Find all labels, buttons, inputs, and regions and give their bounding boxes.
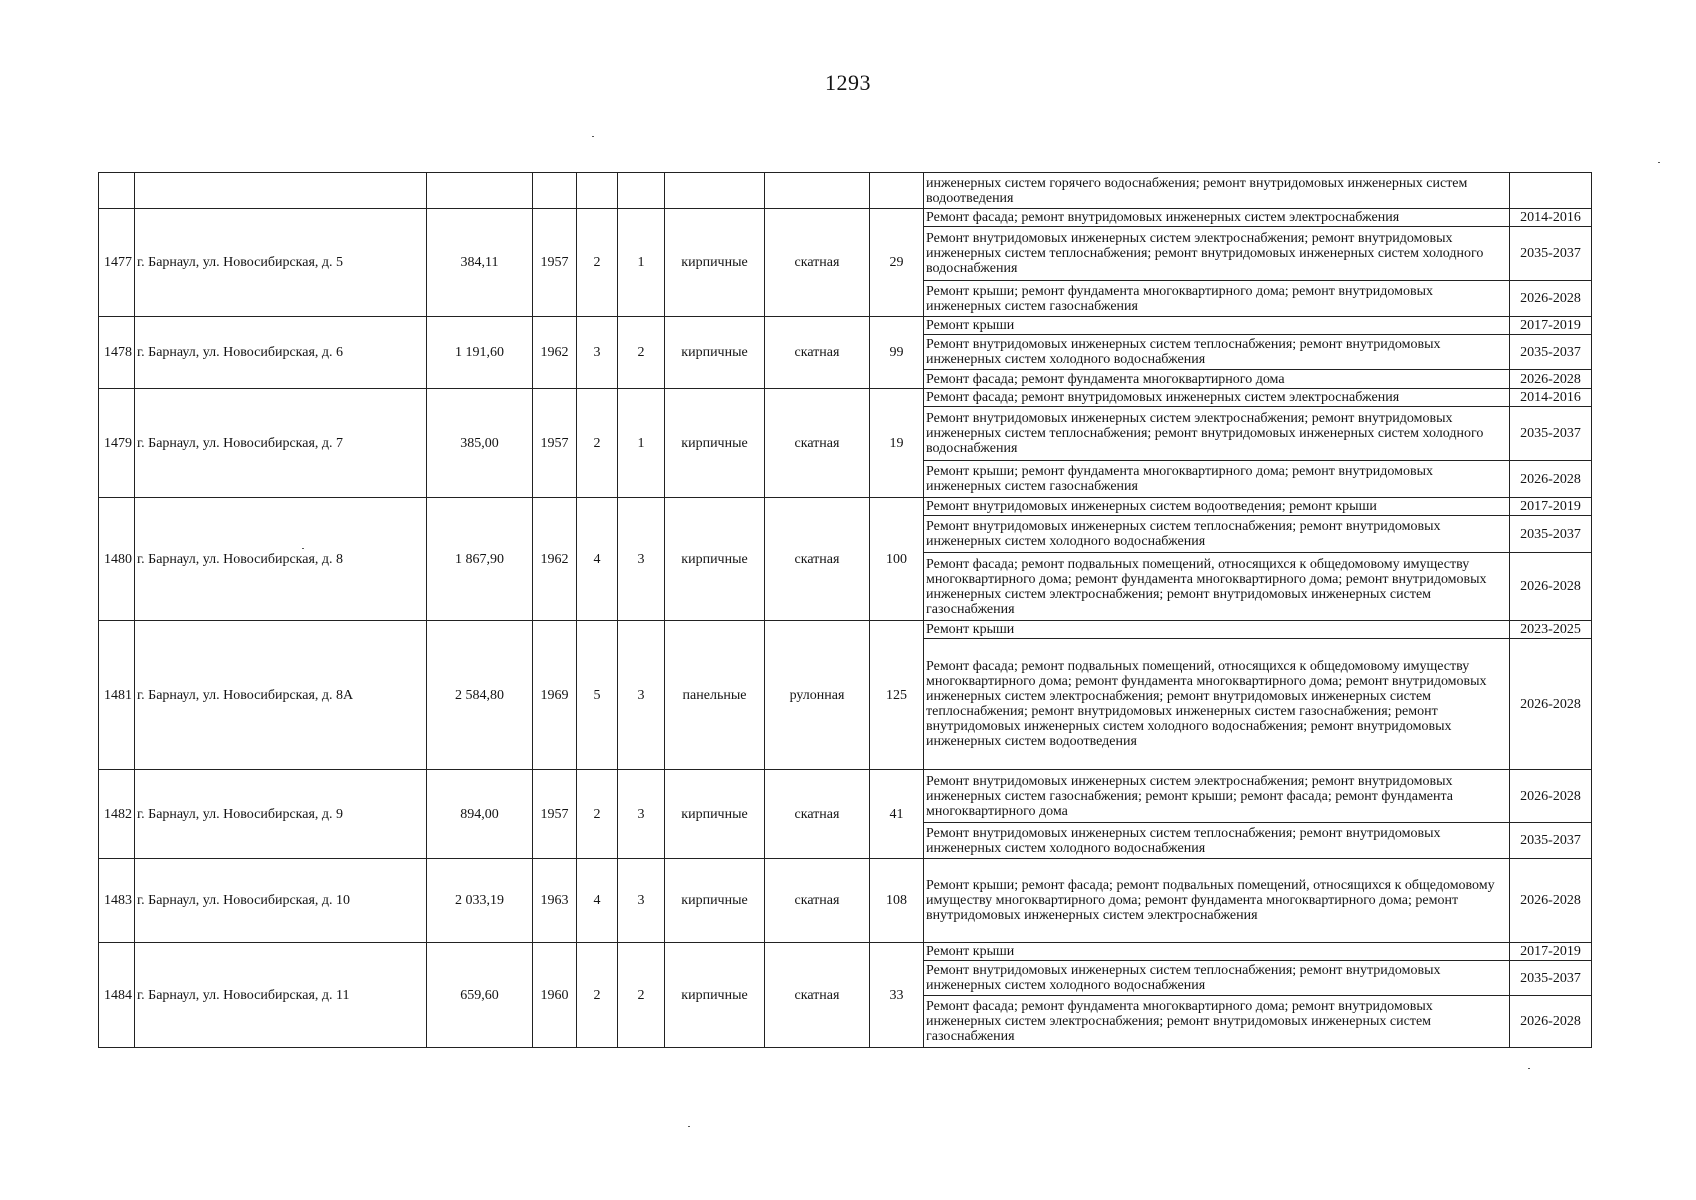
work-period: 2035-2037 xyxy=(1510,335,1592,370)
build-year: 1957 xyxy=(533,389,577,498)
wall-material: кирпичные xyxy=(665,317,765,389)
table-row xyxy=(99,621,1592,639)
build-year: 1969 xyxy=(533,621,577,770)
work-description: Ремонт внутридомовых инженерных систем водоотведения; ремонт крыши xyxy=(924,498,1510,516)
house-area: 384,11 xyxy=(427,209,533,317)
build-year: 1963 xyxy=(533,859,577,943)
floor-count: 4 xyxy=(577,859,618,943)
work-description: Ремонт внутридомовых инженерных систем теплоснабжения; ремонт внутридомовых инженерных систем холодного водоснабжения xyxy=(924,823,1510,859)
page-number: 1293 xyxy=(825,70,871,95)
empty-cell xyxy=(765,173,870,209)
scan-speck xyxy=(592,136,594,137)
wall-material: кирпичные xyxy=(665,209,765,317)
house-area: 1 191,60 xyxy=(427,317,533,389)
roof-type: скатная xyxy=(765,209,870,317)
house-address: г. Барнаул, ул. Новосибирская, д. 8 xyxy=(135,498,427,621)
work-period: 2023-2025 xyxy=(1510,621,1592,639)
row-number: 1479 xyxy=(99,389,135,498)
work-period xyxy=(1510,173,1592,209)
table-row xyxy=(99,770,1592,823)
work-description: Ремонт фасада; ремонт подвальных помещений, относящихся к общедомовому имуществу многоквартирного дома; ремонт фундамента многоквартирного дома; ремонт внутридомовых инженерных систем электроснабжения; ремонт внутридомовых инженерных систем газоснабжения xyxy=(924,553,1510,621)
house-area: 2 584,80 xyxy=(427,621,533,770)
table-row-carryover xyxy=(99,173,1592,209)
build-year: 1962 xyxy=(533,317,577,389)
apartment-count: 41 xyxy=(870,770,924,859)
empty-cell xyxy=(665,173,765,209)
work-description: инженерных систем горячего водоснабжения; ремонт внутридомовых инженерных систем водоотведения xyxy=(924,173,1510,209)
house-area: 894,00 xyxy=(427,770,533,859)
work-description: Ремонт внутридомовых инженерных систем электроснабжения; ремонт внутридомовых инженерных систем теплоснабжения; ремонт внутридомовых инженерных систем холодного водоснабжения xyxy=(924,407,1510,461)
row-number: 1483 xyxy=(99,859,135,943)
work-period: 2026-2028 xyxy=(1510,639,1592,770)
floor-count: 2 xyxy=(577,209,618,317)
floor-count: 4 xyxy=(577,498,618,621)
work-period: 2014-2016 xyxy=(1510,209,1592,227)
apartment-count: 125 xyxy=(870,621,924,770)
row-number: 1478 xyxy=(99,317,135,389)
wall-material: кирпичные xyxy=(665,859,765,943)
work-period: 2026-2028 xyxy=(1510,281,1592,317)
table-row xyxy=(99,317,1592,335)
empty-cell xyxy=(577,173,618,209)
row-number: 1484 xyxy=(99,943,135,1048)
work-period: 2026-2028 xyxy=(1510,370,1592,389)
apartment-count: 33 xyxy=(870,943,924,1048)
work-description: Ремонт крыши xyxy=(924,317,1510,335)
apartment-count: 29 xyxy=(870,209,924,317)
work-period: 2014-2016 xyxy=(1510,389,1592,407)
build-year: 1957 xyxy=(533,209,577,317)
work-description: Ремонт крыши xyxy=(924,943,1510,961)
work-period: 2017-2019 xyxy=(1510,317,1592,335)
work-description: Ремонт крыши; ремонт фундамента многоквартирного дома; ремонт внутридомовых инженерных систем газоснабжения xyxy=(924,281,1510,317)
work-description: Ремонт внутридомовых инженерных систем электроснабжения; ремонт внутридомовых инженерных систем газоснабжения; ремонт крыши; ремонт фасада; ремонт фундамента многоквартирного дома xyxy=(924,770,1510,823)
build-year: 1957 xyxy=(533,770,577,859)
entrance-count: 1 xyxy=(618,209,665,317)
entrance-count: 2 xyxy=(618,317,665,389)
empty-cell xyxy=(618,173,665,209)
work-description: Ремонт внутридомовых инженерных систем электроснабжения; ремонт внутридомовых инженерных систем теплоснабжения; ремонт внутридомовых инженерных систем холодного водоснабжения xyxy=(924,227,1510,281)
apartment-count: 108 xyxy=(870,859,924,943)
wall-material: кирпичные xyxy=(665,770,765,859)
roof-type: скатная xyxy=(765,859,870,943)
repair-schedule-table xyxy=(98,172,1592,1048)
house-address: г. Барнаул, ул. Новосибирская, д. 9 xyxy=(135,770,427,859)
work-period: 2026-2028 xyxy=(1510,996,1592,1048)
empty-cell xyxy=(870,173,924,209)
work-period: 2026-2028 xyxy=(1510,770,1592,823)
house-address: г. Барнаул, ул. Новосибирская, д. 8А xyxy=(135,621,427,770)
wall-material: кирпичные xyxy=(665,498,765,621)
apartment-count: 19 xyxy=(870,389,924,498)
work-description: Ремонт фасада; ремонт внутридомовых инженерных систем электроснабжения xyxy=(924,209,1510,227)
floor-count: 2 xyxy=(577,389,618,498)
work-period: 2035-2037 xyxy=(1510,516,1592,553)
house-address: г. Барнаул, ул. Новосибирская, д. 5 xyxy=(135,209,427,317)
floor-count: 3 xyxy=(577,317,618,389)
work-description: Ремонт крыши; ремонт фундамента многоквартирного дома; ремонт внутридомовых инженерных систем газоснабжения xyxy=(924,461,1510,498)
scan-speck xyxy=(1658,162,1660,163)
build-year: 1962 xyxy=(533,498,577,621)
work-description: Ремонт фасада; ремонт фундамента многоквартирного дома xyxy=(924,370,1510,389)
house-area: 2 033,19 xyxy=(427,859,533,943)
entrance-count: 3 xyxy=(618,621,665,770)
table-row xyxy=(99,209,1592,227)
floor-count: 2 xyxy=(577,770,618,859)
house-address: г. Барнаул, ул. Новосибирская, д. 10 xyxy=(135,859,427,943)
house-area: 659,60 xyxy=(427,943,533,1048)
scan-speck xyxy=(688,1126,690,1127)
entrance-count: 3 xyxy=(618,859,665,943)
work-period: 2035-2037 xyxy=(1510,227,1592,281)
empty-cell xyxy=(427,173,533,209)
row-number: 1482 xyxy=(99,770,135,859)
scan-speck xyxy=(1528,1068,1530,1069)
entrance-count: 1 xyxy=(618,389,665,498)
roof-type: скатная xyxy=(765,389,870,498)
work-description: Ремонт фасада; ремонт подвальных помещений, относящихся к общедомовому имуществу многоквартирного дома; ремонт фундамента многоквартирного дома; ремонт внутридомовых инженерных систем электроснабжения; ремонт внутридомовых инженерных систем теплоснабжения; ремонт внутридомовых инженерных систем газоснабжения; ремонт внутридомовых инженерных систем холодного водоснабжения; ремонт внутридомовых инженерных систем водоотведения xyxy=(924,639,1510,770)
work-description: Ремонт крыши xyxy=(924,621,1510,639)
work-period: 2026-2028 xyxy=(1510,553,1592,621)
house-area: 385,00 xyxy=(427,389,533,498)
apartment-count: 99 xyxy=(870,317,924,389)
roof-type: рулонная xyxy=(765,621,870,770)
house-address: г. Барнаул, ул. Новосибирская, д. 7 xyxy=(135,389,427,498)
table-row xyxy=(99,943,1592,961)
table-row xyxy=(99,859,1592,943)
floor-count: 5 xyxy=(577,621,618,770)
roof-type: скатная xyxy=(765,498,870,621)
roof-type: скатная xyxy=(765,943,870,1048)
work-period: 2017-2019 xyxy=(1510,943,1592,961)
work-description: Ремонт фасада; ремонт внутридомовых инженерных систем электроснабжения xyxy=(924,389,1510,407)
work-period: 2017-2019 xyxy=(1510,498,1592,516)
wall-material: кирпичные xyxy=(665,943,765,1048)
row-number: 1477 xyxy=(99,209,135,317)
apartment-count: 100 xyxy=(870,498,924,621)
work-description: Ремонт внутридомовых инженерных систем теплоснабжения; ремонт внутридомовых инженерных систем холодного водоснабжения xyxy=(924,335,1510,370)
entrance-count: 3 xyxy=(618,498,665,621)
floor-count: 2 xyxy=(577,943,618,1048)
row-number: 1481 xyxy=(99,621,135,770)
row-number: 1480 xyxy=(99,498,135,621)
work-period: 2035-2037 xyxy=(1510,407,1592,461)
table-row xyxy=(99,389,1592,407)
house-area: 1 867,90 xyxy=(427,498,533,621)
table-row xyxy=(99,498,1592,516)
empty-cell xyxy=(99,173,135,209)
house-address: г. Барнаул, ул. Новосибирская, д. 11 xyxy=(135,943,427,1048)
work-description: Ремонт фасада; ремонт фундамента многоквартирного дома; ремонт внутридомовых инженерных систем электроснабжения; ремонт внутридомовых инженерных систем газоснабжения xyxy=(924,996,1510,1048)
empty-cell xyxy=(533,173,577,209)
empty-cell xyxy=(135,173,427,209)
work-period: 2026-2028 xyxy=(1510,461,1592,498)
build-year: 1960 xyxy=(533,943,577,1048)
work-period: 2035-2037 xyxy=(1510,823,1592,859)
work-description: Ремонт внутридомовых инженерных систем теплоснабжения; ремонт внутридомовых инженерных систем холодного водоснабжения xyxy=(924,961,1510,996)
roof-type: скатная xyxy=(765,317,870,389)
entrance-count: 2 xyxy=(618,943,665,1048)
work-description: Ремонт крыши; ремонт фасада; ремонт подвальных помещений, относящихся к общедомовому имуществу многоквартирного дома; ремонт фундамента многоквартирного дома; ремонт внутридомовых инженерных систем электроснабжения xyxy=(924,859,1510,943)
work-period: 2035-2037 xyxy=(1510,961,1592,996)
wall-material: панельные xyxy=(665,621,765,770)
house-address: г. Барнаул, ул. Новосибирская, д. 6 xyxy=(135,317,427,389)
work-description: Ремонт внутридомовых инженерных систем теплоснабжения; ремонт внутридомовых инженерных систем холодного водоснабжения xyxy=(924,516,1510,553)
entrance-count: 3 xyxy=(618,770,665,859)
roof-type: скатная xyxy=(765,770,870,859)
wall-material: кирпичные xyxy=(665,389,765,498)
work-period: 2026-2028 xyxy=(1510,859,1592,943)
table-body xyxy=(99,173,1592,1048)
